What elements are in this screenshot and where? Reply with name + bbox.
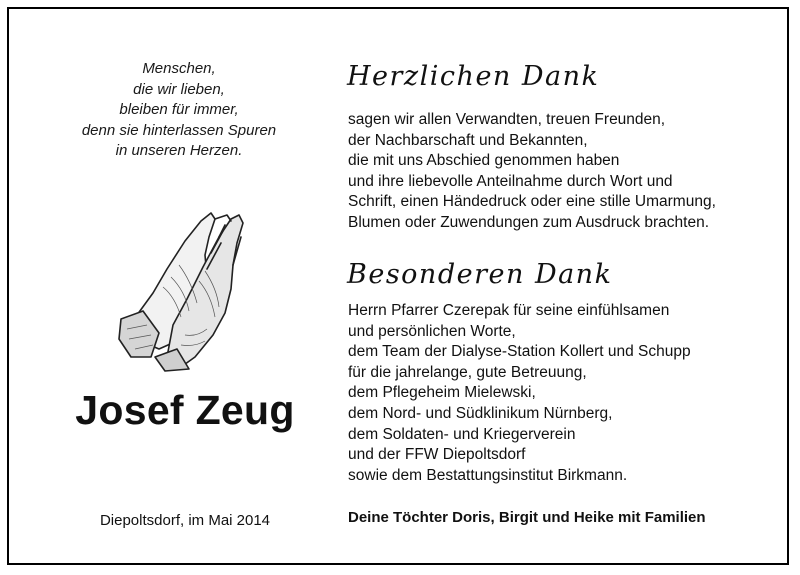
text-line: Schrift, einen Händedruck oder eine stille Umarmung, [348, 193, 716, 211]
heading-besonderen-dank: Besonderen Dank [347, 259, 613, 290]
poem-line: bleiben für immer, [119, 101, 239, 118]
text-line: dem Soldaten- und Kriegerverein [348, 425, 576, 443]
text-line: dem Pflegeheim Mielewski, [348, 384, 536, 402]
text-line: und der FFW Diepoltsdorf [348, 446, 526, 464]
text-line: sagen wir allen Verwandten, treuen Freunden, [348, 111, 666, 128]
thanks-text-special [348, 301, 691, 486]
praying-hands-icon [115, 207, 255, 372]
text-line: dem Team der Dialyse-Station Kollert und Schupp [348, 343, 691, 361]
place-and-date: Diepoltsdorf, im Mai 2014 [99, 512, 271, 529]
memorial-poem [69, 59, 289, 162]
thanks-text-general [348, 110, 716, 234]
text-line: sowie dem Bestattungsinstitut Birkmann. [348, 466, 628, 484]
poem-line: in unseren Herzen. [115, 142, 243, 159]
text-line: und persönlichen Worte, [348, 322, 516, 340]
deceased-name: Josef Zeug [75, 387, 295, 433]
family-signoff: Deine Töchter Doris, Birgit und Heike mit Familien [348, 509, 706, 526]
text-line: für die jahrelange, gute Betreuung, [348, 363, 587, 381]
text-line: Herrn Pfarrer Czerepak für seine einfühlsamen [348, 302, 670, 319]
heading-herzlichen-dank: Herzlichen Dank [347, 61, 600, 92]
obituary-card [7, 7, 789, 565]
poem-line: Menschen, [142, 60, 216, 77]
text-line: die mit uns Abschied genommen haben [348, 152, 620, 170]
poem-line: die wir lieben, [133, 80, 225, 98]
text-line: und ihre liebevolle Anteilnahme durch Wort und [348, 172, 673, 190]
text-line: dem Nord- und Südklinikum Nürnberg, [348, 404, 613, 422]
poem-line: denn sie hinterlassen Spuren [81, 121, 277, 139]
text-line: Blumen oder Zuwendungen zum Ausdruck brachten. [348, 213, 710, 231]
text-line: der Nachbarschaft und Bekannten, [348, 131, 588, 149]
